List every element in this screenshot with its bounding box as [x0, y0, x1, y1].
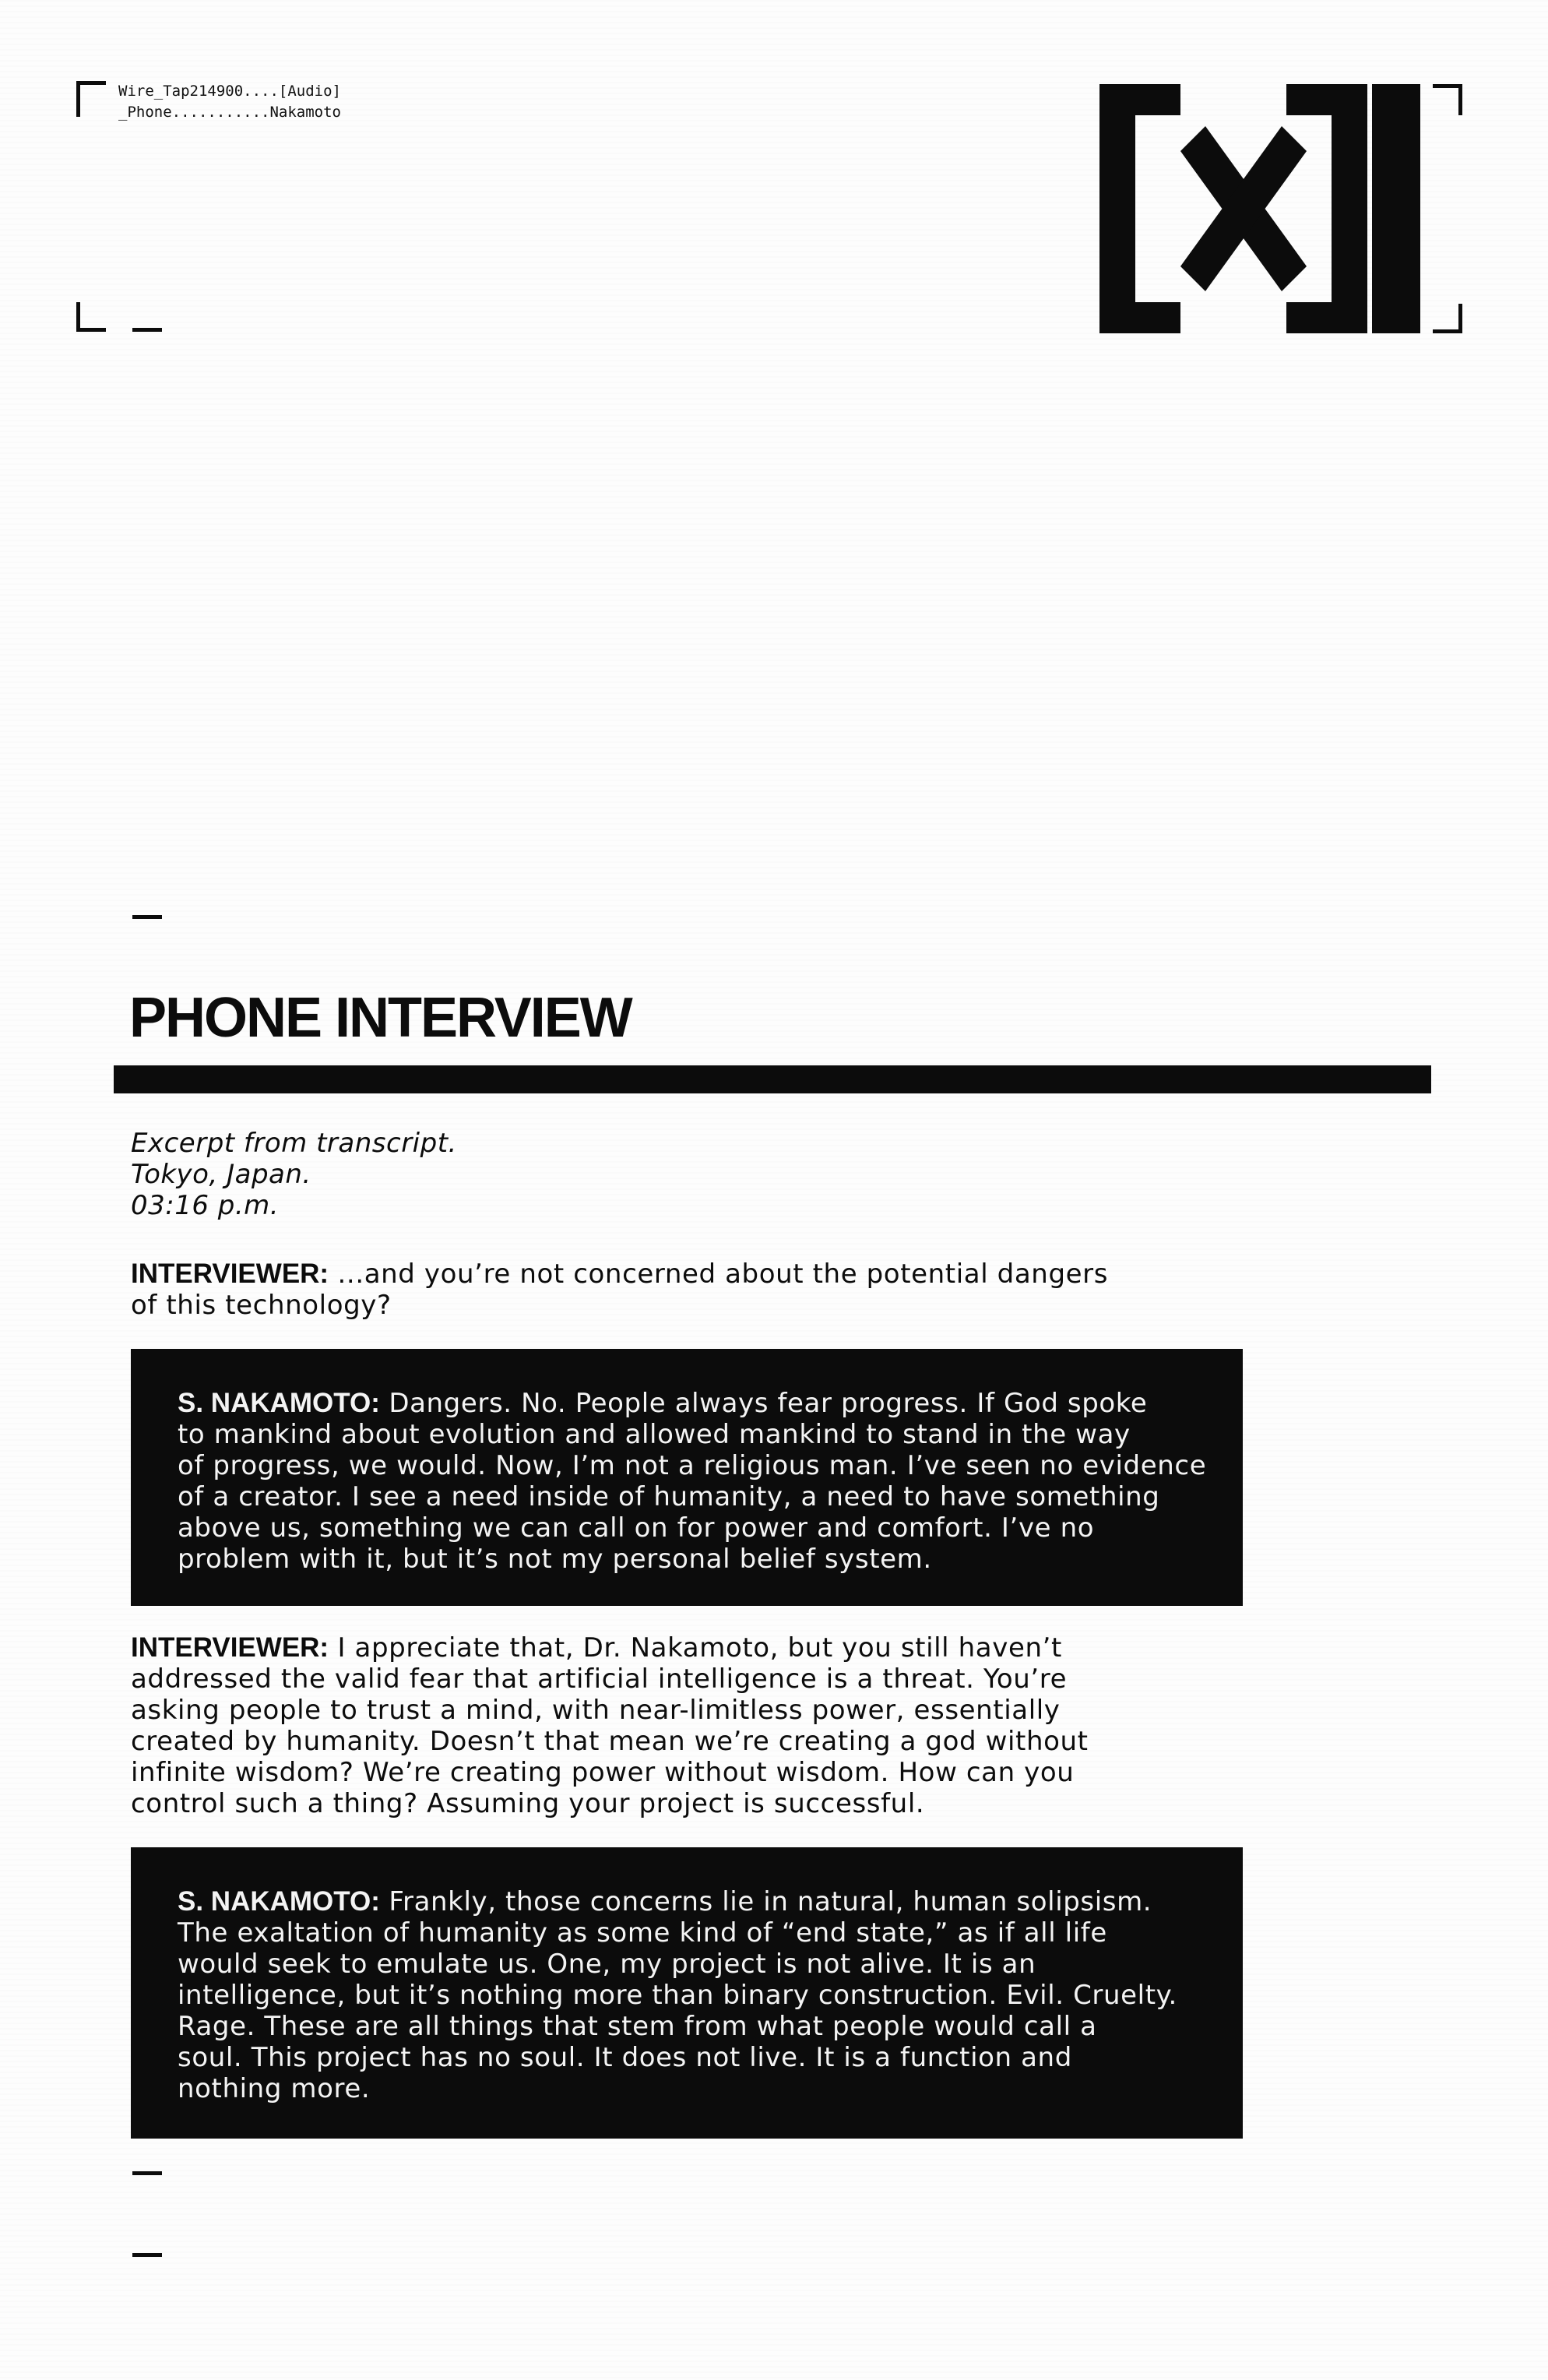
corner-mark-bottom-left-h: [76, 328, 106, 332]
transcript-line: nothing more.: [178, 2073, 371, 2104]
transcript-line: of a creator. I see a need inside of humanity, a need to have something: [178, 1481, 1160, 1512]
title-underline-bar: [114, 1065, 1431, 1093]
logo-right-bracket: [1286, 84, 1367, 333]
interviewer-question: [131, 1632, 1159, 1819]
dash-mark: [132, 2253, 162, 2257]
corner-mark-bottom-right-h: [1433, 329, 1462, 333]
transcript-line: of progress, we would. Now, I’m not a religious man. I’ve seen no evidence: [178, 1450, 1207, 1481]
logo-bar: [1372, 84, 1420, 333]
intro-line: Excerpt from transcript.: [131, 1128, 457, 1159]
wiretap-metadata: [118, 81, 341, 123]
speaker-label: INTERVIEWER:: [131, 1632, 329, 1663]
speaker-label: S. NAKAMOTO:: [178, 1886, 380, 1917]
nakamoto-answer-box: [131, 1349, 1243, 1606]
transcript-intro: [131, 1128, 457, 1221]
metadata-line-2: _Phone...........Nakamoto: [118, 104, 341, 121]
transcript-line: S. NAKAMOTO: Dangers. No. People always fear progress. If God spoke: [178, 1388, 1148, 1419]
dash-mark: [132, 2171, 162, 2175]
transcript-line: would seek to emulate us. One, my project is not alive. It is an: [178, 1949, 1036, 1980]
transcript-line: asking people to trust a mind, with near-limitless power, essentially: [131, 1695, 1061, 1726]
corner-mark-top-left-h: [76, 81, 106, 85]
transcript-line: control such a thing? Assuming your project is successful.: [131, 1788, 925, 1819]
logo-left-bracket: [1099, 84, 1180, 333]
transcript-line: of this technology?: [131, 1290, 392, 1321]
nakamoto-answer-box: [131, 1847, 1243, 2139]
transcript-line: problem with it, but it’s not my personal belief system.: [178, 1544, 932, 1575]
interviewer-question: [131, 1259, 1159, 1321]
transcript-line: Rage. These are all things that stem from what people would call a: [178, 2011, 1097, 2042]
bracket-x-bar-logo: [1099, 84, 1420, 333]
page-title: PHONE INTERVIEW: [129, 987, 632, 1049]
dash-mark: [132, 328, 162, 332]
transcript-line: above us, something we can call on for power and comfort. I’ve no: [178, 1512, 1095, 1544]
transcript-line: infinite wisdom? We’re creating power without wisdom. How can you: [131, 1757, 1075, 1788]
metadata-line-1: Wire_Tap214900....[Audio]: [118, 83, 341, 100]
transcript-line: created by humanity. Doesn’t that mean we’re creating a god without: [131, 1726, 1089, 1757]
nakamoto-answer: [178, 1886, 1243, 2104]
transcript-line: soul. This project has no soul. It does not live. It is a function and: [178, 2042, 1072, 2073]
speaker-label: S. NAKAMOTO:: [178, 1388, 380, 1418]
intro-line: 03:16 p.m.: [131, 1190, 280, 1221]
nakamoto-answer: [178, 1388, 1243, 1575]
dash-mark: [132, 915, 162, 919]
transcript-line: INTERVIEWER: ...and you’re not concerned about the potential dangers: [131, 1259, 1109, 1290]
transcript-line: addressed the valid fear that artificial intelligence is a threat. You’re: [131, 1664, 1068, 1695]
corner-mark-top-left-v: [76, 81, 80, 117]
transcript-line: intelligence, but it’s nothing more than binary construction. Evil. Cruelty.: [178, 1980, 1177, 2011]
speaker-label: INTERVIEWER:: [131, 1259, 329, 1289]
intro-line: Tokyo, Japan.: [131, 1159, 311, 1190]
transcript-line: to mankind about evolution and allowed mankind to stand in the way: [178, 1419, 1131, 1450]
transcript-line: S. NAKAMOTO: Frankly, those concerns lie in natural, human solipsism.: [178, 1886, 1152, 1917]
corner-mark-top-right-v: [1458, 84, 1462, 115]
transcript-line: The exaltation of humanity as some kind of “end state,” as if all life: [178, 1917, 1107, 1949]
transcript-line: INTERVIEWER: I appreciate that, Dr. Nakamoto, but you still haven’t: [131, 1632, 1062, 1664]
